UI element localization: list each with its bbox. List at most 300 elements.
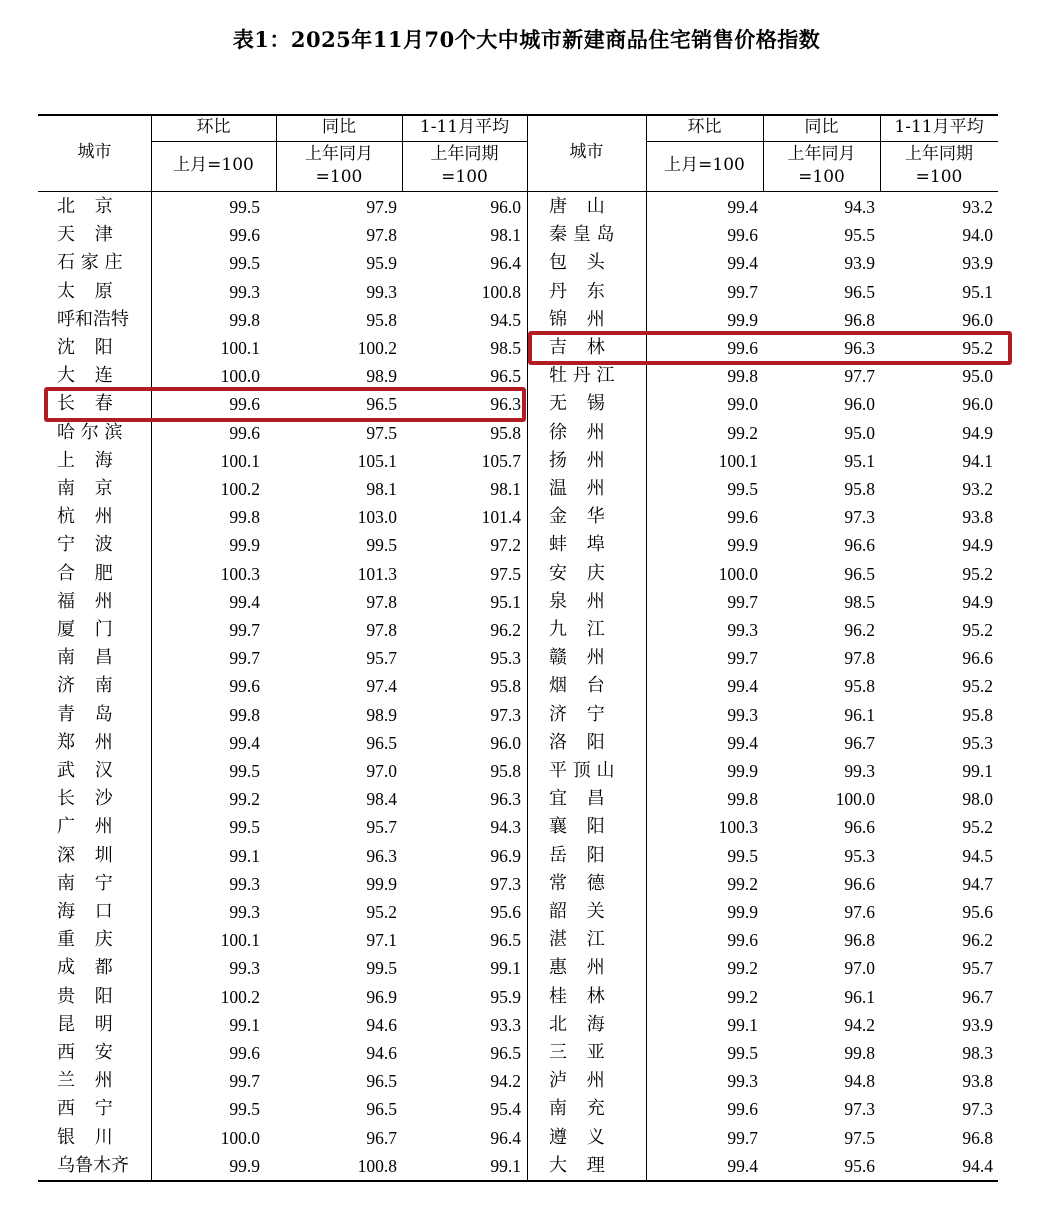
city-name: 石家庄 [57,252,129,274]
header-yoy-base-line2: =100 [315,167,363,187]
mom-value: 99.9 [727,902,758,922]
avg-value: 93.3 [490,1014,521,1035]
table-row [38,672,998,700]
yoy-value: 96.1 [844,704,875,725]
yoy-value: 95.7 [366,648,397,669]
yoy-value: 98.1 [366,479,397,499]
city-name: 赣州 [549,647,625,669]
avg-value: 95.6 [962,902,993,922]
mom-value: 99.4 [727,1155,758,1176]
mom-value: 99.3 [229,958,260,979]
avg-value: 94.2 [490,1071,521,1092]
mom-value: 99.3 [727,620,758,640]
avg-value: 99.1 [962,761,993,781]
table-row [38,701,998,729]
mom-value: 99.2 [727,422,758,443]
yoy-value: 95.0 [844,422,875,443]
mom-value: 100.1 [718,450,758,471]
avg-value: 96.5 [490,1043,521,1063]
mom-value: 99.7 [229,648,260,669]
mom-value: 99.5 [727,845,758,866]
table-row [38,616,998,644]
city-name: 南昌 [57,647,133,669]
city-name: 哈尔滨 [57,421,129,443]
avg-value: 98.1 [490,225,521,246]
yoy-value: 96.5 [366,394,397,415]
mom-value: 99.4 [229,732,260,753]
yoy-value: 96.5 [844,563,875,584]
mom-value: 99.3 [727,1071,758,1092]
mom-value: 99.4 [727,676,758,697]
avg-value: 94.5 [490,309,521,330]
mom-value: 99.5 [727,479,758,499]
mom-value: 99.1 [229,845,260,866]
mom-value: 99.6 [229,1043,260,1063]
yoy-value: 95.8 [844,479,875,499]
yoy-value: 95.1 [844,450,875,471]
city-name: 丹东 [549,280,625,302]
table-row [38,1011,998,1039]
city-name: 襄阳 [549,816,625,838]
city-name: 南宁 [57,872,133,894]
table-row [38,1124,998,1152]
yoy-value: 97.8 [366,591,397,612]
city-name: 岳阳 [549,844,625,866]
yoy-value: 97.8 [366,225,397,246]
avg-value: 93.9 [962,253,993,274]
mom-value: 100.1 [220,930,260,951]
yoy-value: 96.8 [844,930,875,951]
header-mom: 环比 [687,117,722,137]
avg-value: 94.0 [962,225,993,246]
city-name: 宁波 [57,534,133,556]
city-name: 呼和浩特 [57,308,129,330]
avg-value: 96.6 [962,648,993,669]
avg-value: 95.2 [962,338,993,358]
city-name: 泸州 [549,1070,625,1092]
city-name: 郑州 [57,731,133,753]
city-name: 兰州 [57,1070,133,1092]
mom-value: 99.6 [727,507,758,528]
header-bottom-rule [38,191,998,192]
header-yoy-base-line2: =100 [798,167,845,187]
table-row [38,221,998,249]
avg-value: 100.8 [481,281,521,302]
mom-value: 99.2 [727,958,758,979]
city-name: 吉林 [549,337,625,358]
yoy-value: 94.8 [844,1071,875,1092]
city-name: 太原 [57,280,133,302]
mom-value: 99.9 [727,761,758,781]
yoy-value: 100.0 [835,789,875,810]
yoy-value: 99.3 [366,281,397,302]
avg-value: 94.9 [962,535,993,556]
header-yoy-base [763,143,880,189]
mom-value: 99.6 [727,1099,758,1120]
yoy-value: 96.0 [844,394,875,415]
yoy-value: 105.1 [357,450,397,471]
city-name: 武汉 [57,760,133,781]
city-name: 银川 [57,1126,133,1148]
yoy-value: 99.9 [366,873,397,894]
avg-value: 96.3 [490,394,521,415]
city-name: 洛阳 [549,731,625,753]
mom-value: 99.5 [229,197,260,217]
mom-value: 99.7 [229,1071,260,1092]
yoy-value: 95.8 [844,676,875,697]
avg-value: 97.3 [490,873,521,894]
city-name: 无锡 [549,393,625,415]
header-yoy-base-line1: 上年同月 [787,144,856,164]
avg-value: 95.7 [962,958,993,979]
city-name: 九江 [549,619,625,640]
avg-value: 96.0 [962,394,993,415]
city-name: 福州 [57,590,133,612]
city-name: 贵阳 [57,985,133,1007]
city-name: 乌鲁木齐 [57,1154,129,1176]
avg-value: 96.9 [490,845,521,866]
avg-value: 93.2 [962,479,993,499]
yoy-value: 96.3 [366,845,397,866]
table-row [38,644,998,672]
mom-value: 99.4 [727,732,758,753]
mom-value: 100.1 [220,338,260,358]
yoy-value: 96.8 [844,309,875,330]
header-mom: 环比 [196,117,231,137]
yoy-value: 95.6 [844,1155,875,1176]
table-row [38,475,998,503]
header-yoy: 同比 [804,117,839,137]
avg-value: 95.8 [962,704,993,725]
mom-value: 99.5 [229,817,260,838]
yoy-value: 98.9 [366,704,397,725]
table-row [38,870,998,898]
mom-value: 99.2 [727,986,758,1007]
city-name: 济宁 [549,703,625,725]
avg-value: 93.8 [962,1071,993,1092]
avg-value: 97.3 [490,704,521,725]
mom-value: 99.8 [727,789,758,810]
yoy-value: 97.3 [844,1099,875,1120]
header-avg: 1-11月平均 [419,117,510,137]
yoy-value: 93.9 [844,253,875,274]
mom-value: 99.3 [229,281,260,302]
city-name: 包头 [549,252,625,274]
yoy-value: 96.5 [366,1071,397,1092]
mom-value: 99.9 [229,1155,260,1176]
yoy-value: 96.7 [844,732,875,753]
mom-value: 99.8 [229,704,260,725]
avg-value: 96.0 [490,732,521,753]
table-row [38,842,998,870]
table-row [38,419,998,447]
avg-value: 105.7 [481,450,521,471]
city-name: 青岛 [57,703,133,725]
yoy-value: 100.2 [357,338,397,358]
header-avg-base-line2: =100 [441,167,488,187]
yoy-value: 94.6 [366,1014,397,1035]
mom-value: 99.7 [727,1127,758,1148]
mom-value: 99.8 [727,366,758,387]
yoy-value: 97.6 [844,902,875,922]
mom-value: 99.6 [727,930,758,951]
table-row [38,926,998,954]
mom-value: 99.6 [727,338,758,358]
mom-value: 100.3 [220,563,260,584]
header-yoy-base [276,143,402,189]
city-name: 北京 [57,196,133,217]
city-name: 惠州 [549,957,625,979]
avg-value: 94.7 [962,873,993,894]
avg-value: 96.5 [490,930,521,951]
city-name: 唐山 [549,196,625,217]
city-name: 长沙 [57,788,133,810]
yoy-value: 96.6 [844,817,875,838]
mom-value: 100.0 [220,366,260,387]
header-mom-base: 上月=100 [664,155,745,175]
city-name: 温州 [549,478,625,499]
yoy-value: 95.2 [366,902,397,922]
mom-value: 99.1 [229,1014,260,1035]
city-name: 海口 [57,901,133,922]
avg-value: 95.3 [962,732,993,753]
avg-value: 93.8 [962,507,993,528]
table-row [38,588,998,616]
city-name: 合肥 [57,562,133,584]
yoy-value: 95.8 [366,309,397,330]
city-name: 成都 [57,957,133,979]
mom-value: 99.1 [727,1014,758,1035]
avg-value: 94.3 [490,817,521,838]
header-avg-base [402,143,527,189]
avg-value: 96.2 [490,620,521,640]
mom-value: 99.9 [229,535,260,556]
yoy-value: 96.6 [844,535,875,556]
avg-value: 96.5 [490,366,521,387]
avg-value: 95.8 [490,422,521,443]
city-name: 北海 [549,1013,625,1035]
avg-value: 94.9 [962,422,993,443]
table-row [38,757,998,785]
city-name: 三亚 [549,1042,625,1063]
mom-value: 99.5 [229,253,260,274]
mom-value: 99.8 [229,309,260,330]
subheader-rule-left [151,141,527,142]
mom-value: 99.7 [727,281,758,302]
city-name: 常德 [549,872,625,894]
city-name: 天津 [57,224,133,246]
yoy-value: 99.3 [844,761,875,781]
mom-value: 99.6 [229,225,260,246]
city-name: 深圳 [57,844,133,866]
city-name: 大理 [549,1154,625,1176]
avg-value: 98.1 [490,479,521,499]
yoy-value: 96.5 [366,732,397,753]
yoy-value: 96.2 [844,620,875,640]
avg-value: 96.4 [490,253,521,274]
table-row [38,390,998,418]
table-row [38,278,998,306]
avg-value: 95.4 [490,1099,521,1120]
avg-value: 94.4 [962,1155,993,1176]
avg-value: 93.2 [962,197,993,217]
mom-value: 100.2 [220,479,260,499]
city-name: 上海 [57,449,133,471]
yoy-value: 94.3 [844,197,875,217]
yoy-value: 99.5 [366,535,397,556]
mom-value: 99.3 [229,902,260,922]
yoy-value: 97.8 [844,648,875,669]
avg-value: 96.0 [490,197,521,217]
yoy-value: 96.3 [844,338,875,358]
mom-value: 99.0 [727,394,758,415]
avg-value: 101.4 [481,507,521,528]
table-row [38,447,998,475]
avg-value: 96.7 [962,986,993,1007]
mom-value: 99.9 [727,535,758,556]
city-name: 桂林 [549,985,625,1007]
city-name: 昆明 [57,1013,133,1035]
avg-value: 94.5 [962,845,993,866]
avg-value: 95.2 [962,620,993,640]
table-row [38,249,998,277]
yoy-value: 97.9 [366,197,397,217]
city-name: 扬州 [549,449,625,471]
table-row [38,306,998,334]
city-name: 安庆 [549,562,625,584]
mom-value: 99.4 [229,591,260,612]
yoy-value: 97.3 [844,507,875,528]
avg-value: 95.2 [962,563,993,584]
city-name: 韶关 [549,901,625,922]
city-name: 烟台 [549,675,625,697]
city-name: 湛江 [549,929,625,951]
city-name: 重庆 [57,929,133,951]
avg-value: 97.3 [962,1099,993,1120]
city-name: 牡丹江 [549,365,621,387]
yoy-value: 98.4 [366,789,397,810]
header-city: 城市 [77,142,112,162]
avg-value: 96.2 [962,930,993,951]
mom-value: 99.5 [727,1043,758,1063]
city-name: 济南 [57,675,133,697]
mom-value: 99.7 [727,648,758,669]
avg-value: 96.4 [490,1127,521,1148]
mom-value: 99.6 [229,394,260,415]
mom-value: 99.2 [727,873,758,894]
mom-value: 99.7 [229,620,260,640]
yoy-value: 94.6 [366,1043,397,1063]
city-name: 南充 [549,1098,625,1120]
city-name: 蚌埠 [549,534,625,556]
table-row [38,729,998,757]
yoy-value: 96.9 [366,986,397,1007]
avg-value: 96.0 [962,309,993,330]
mom-value: 99.7 [727,591,758,612]
yoy-value: 98.5 [844,591,875,612]
yoy-value: 96.5 [844,281,875,302]
mom-value: 99.4 [727,253,758,274]
mom-value: 100.1 [220,450,260,471]
mom-value: 100.2 [220,986,260,1007]
header-yoy-base-line1: 上年同月 [305,144,373,164]
city-name: 广州 [57,816,133,838]
mom-value: 99.3 [727,704,758,725]
table-row [38,983,998,1011]
yoy-value: 95.9 [366,253,397,274]
city-name: 杭州 [57,506,133,528]
subheader-rule-right [646,141,998,142]
avg-value: 98.0 [962,789,993,810]
yoy-value: 97.5 [366,422,397,443]
yoy-value: 96.1 [844,986,875,1007]
yoy-value: 97.8 [366,620,397,640]
table-row [38,193,998,221]
avg-value: 95.8 [490,676,521,697]
avg-value: 95.8 [490,761,521,781]
header-avg: 1-11月平均 [894,117,984,137]
mom-value: 99.2 [229,789,260,810]
table-row [38,1152,998,1180]
mom-value: 100.0 [220,1127,260,1148]
table-row [38,785,998,813]
table-row [38,560,998,588]
avg-value: 94.1 [962,450,993,471]
mom-value: 99.5 [229,1099,260,1120]
mom-value: 99.6 [727,225,758,246]
table-title: 表1：2025年11月70个大中城市新建商品住宅销售价格指数 [232,27,821,52]
city-name: 泉州 [549,590,625,612]
header-yoy: 同比 [322,117,356,137]
header-avg-base-line2: =100 [915,167,963,187]
avg-value: 95.1 [962,281,993,302]
city-name: 遵义 [549,1126,625,1148]
yoy-value: 97.4 [366,676,397,697]
yoy-value: 97.0 [366,761,397,781]
yoy-value: 95.7 [366,817,397,838]
avg-value: 97.5 [490,563,521,584]
yoy-value: 103.0 [357,507,397,528]
city-name: 长春 [57,393,133,415]
city-name: 沈阳 [57,337,133,358]
header-avg-base-line1: 上年同期 [430,144,499,164]
mom-value: 99.6 [229,676,260,697]
avg-value: 95.1 [490,591,521,612]
avg-value: 96.8 [962,1127,993,1148]
bottom-rule [38,1180,998,1182]
yoy-value: 100.8 [357,1155,397,1176]
yoy-value: 95.5 [844,225,875,246]
header-mom-base: 上月=100 [173,155,254,175]
yoy-value: 95.3 [844,845,875,866]
city-name: 徐州 [549,421,625,443]
avg-value: 95.0 [962,366,993,387]
table-row [38,1039,998,1067]
avg-value: 97.2 [490,535,521,556]
table-row [38,954,998,982]
yoy-value: 96.5 [366,1099,397,1120]
mom-value: 99.6 [229,422,260,443]
city-name: 金华 [549,506,625,528]
city-name: 西安 [57,1042,133,1063]
avg-value: 99.1 [490,1155,521,1176]
yoy-value: 96.7 [366,1127,397,1148]
avg-value: 99.1 [490,958,521,979]
avg-value: 95.2 [962,817,993,838]
yoy-value: 99.5 [366,958,397,979]
table-row [38,1095,998,1123]
mom-value: 99.4 [727,197,758,217]
